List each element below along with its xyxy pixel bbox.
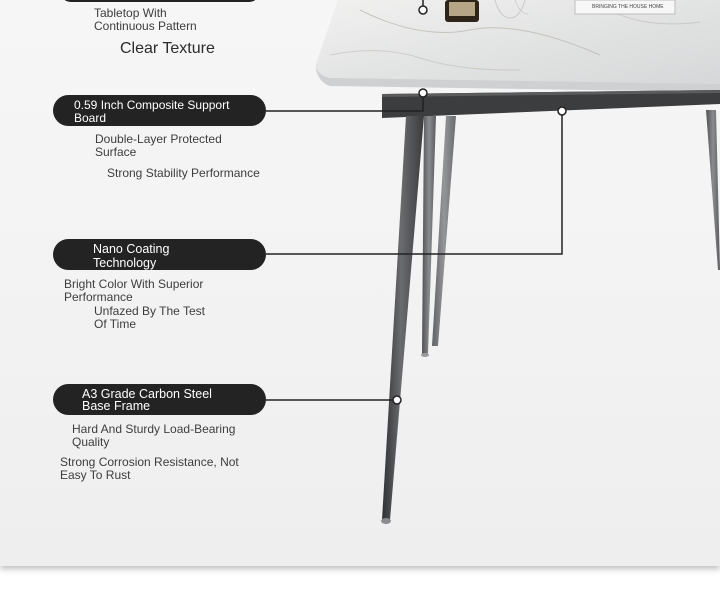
feature-note: Double-Layer Protected Surface <box>95 132 222 159</box>
callout-dot <box>419 89 427 97</box>
tabletop-pattern-text: Tabletop With Continuous Pattern <box>94 6 197 33</box>
bottle-label <box>449 2 475 16</box>
feature-note: Bright Color With Superior Performance <box>64 277 204 304</box>
feature-badge-support-board <box>53 95 266 126</box>
clear-texture-text: Clear Texture <box>120 40 215 57</box>
feature-note: Hard And Sturdy Load-Bearing Quality <box>72 422 236 449</box>
leg-foot <box>421 353 429 357</box>
callout-dot <box>393 396 401 404</box>
feature-badge-label: 0.59 Inch Composite Support Board <box>74 98 230 125</box>
feature-note: Strong Corrosion Resistance, Not Easy To Rust <box>60 455 239 482</box>
feature-badge-carbon-steel <box>53 384 266 415</box>
feature-badge-nano-coating <box>53 239 266 270</box>
callout-dot <box>558 107 566 115</box>
table-leg-front <box>382 116 424 520</box>
top-badge-stub <box>60 0 260 2</box>
feature-note: Unfazed By The Test Of Time <box>94 304 205 331</box>
table-leg-back <box>432 116 456 346</box>
feature-badge-label: A3 Grade Carbon Steel Base Frame <box>82 387 212 413</box>
feature-badge-label: Nano Coating Technology <box>93 242 170 270</box>
table-leg-far <box>706 110 720 270</box>
book-title: BRINGING THE HOUSE HOME <box>592 4 664 10</box>
callout-dot <box>419 6 427 14</box>
feature-note: Strong Stability Performance <box>107 166 260 180</box>
leg-foot <box>381 518 391 524</box>
